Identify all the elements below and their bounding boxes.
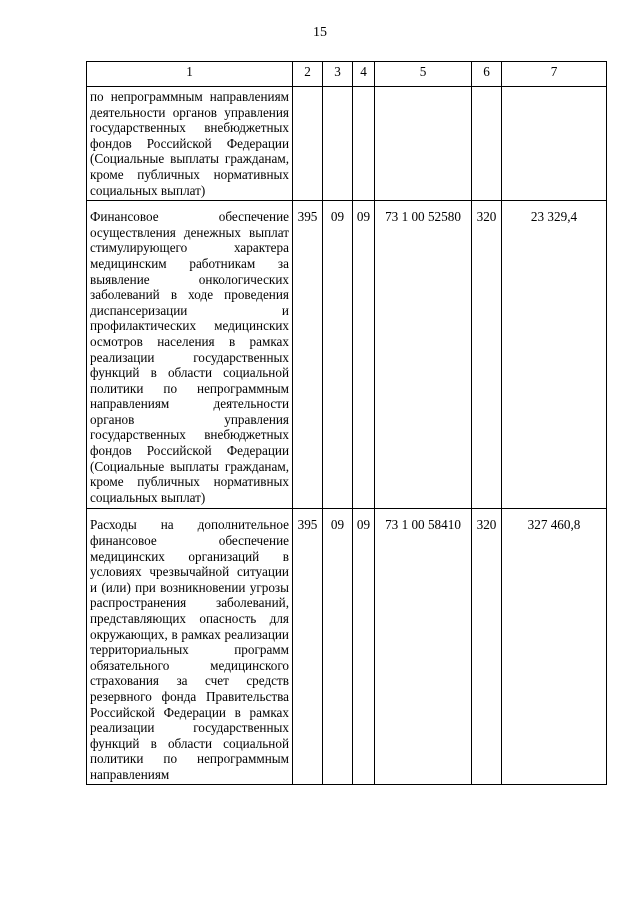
table-row bbox=[87, 509, 607, 784]
row-description: Расходы на дополнительное финансовое обеспечение медицинских организаций в условиях чрезвычайной ситуации и (или) при возникновении угрозы распространения заболеваний, представляющих опасность для окружающих, в рамках реализации территориальных программ обязательного медицинского страхования за счет средств резервного фонда Правительства Российской Федерации в рамках реализации государственных функций в области социальной политики по непрограммным направлениям bbox=[87, 509, 293, 784]
column-header-6: 6 bbox=[472, 62, 502, 87]
column-header-1: 1 bbox=[87, 62, 293, 87]
column-header-3: 3 bbox=[323, 62, 353, 87]
row-description: по непрограммным направлениям деятельности органов управления государственных внебюджетных фондов Российской Федерации (Социальные выплаты гражданам, кроме публичных нормативных социальных выплат) bbox=[87, 87, 293, 201]
page-number: 15 bbox=[313, 25, 327, 40]
section-code: 09 bbox=[323, 201, 353, 509]
table-row bbox=[87, 201, 607, 509]
section-code: 09 bbox=[323, 509, 353, 784]
amount: 327 460,8 bbox=[502, 509, 607, 784]
column-header-4: 4 bbox=[353, 62, 375, 87]
column-header-5: 5 bbox=[375, 62, 472, 87]
expense-type-code bbox=[472, 87, 502, 201]
ministry-code bbox=[293, 87, 323, 201]
row-description: Финансовое обеспечение осуществления денежных выплат стимулирующего характера медицинским работникам за выявление онкологических заболеваний в ходе проведения диспансеризации и профилактических медицинских осмотров населения в рамках реализации государственных функций в области социальной политики по непрограммным направлениям деятельности органов управления государственных внебюджетных фондов Российской Федерации (Социальные выплаты гражданам, кроме публичных нормативных социальных выплат) bbox=[87, 201, 293, 509]
target-item-code: 73 1 00 52580 bbox=[375, 201, 472, 509]
amount bbox=[502, 87, 607, 201]
expense-type-code: 320 bbox=[472, 201, 502, 509]
ministry-code: 395 bbox=[293, 509, 323, 784]
subsection-code bbox=[353, 87, 375, 201]
table-row bbox=[87, 87, 607, 201]
expense-type-code: 320 bbox=[472, 509, 502, 784]
column-header-7: 7 bbox=[502, 62, 607, 87]
amount: 23 329,4 bbox=[502, 201, 607, 509]
target-item-code: 73 1 00 58410 bbox=[375, 509, 472, 784]
section-code bbox=[323, 87, 353, 201]
target-item-code bbox=[375, 87, 472, 201]
subsection-code: 09 bbox=[353, 201, 375, 509]
column-header-2: 2 bbox=[293, 62, 323, 87]
ministry-code: 395 bbox=[293, 201, 323, 509]
header-row bbox=[87, 62, 607, 87]
budget-table bbox=[86, 61, 607, 785]
subsection-code: 09 bbox=[353, 509, 375, 784]
